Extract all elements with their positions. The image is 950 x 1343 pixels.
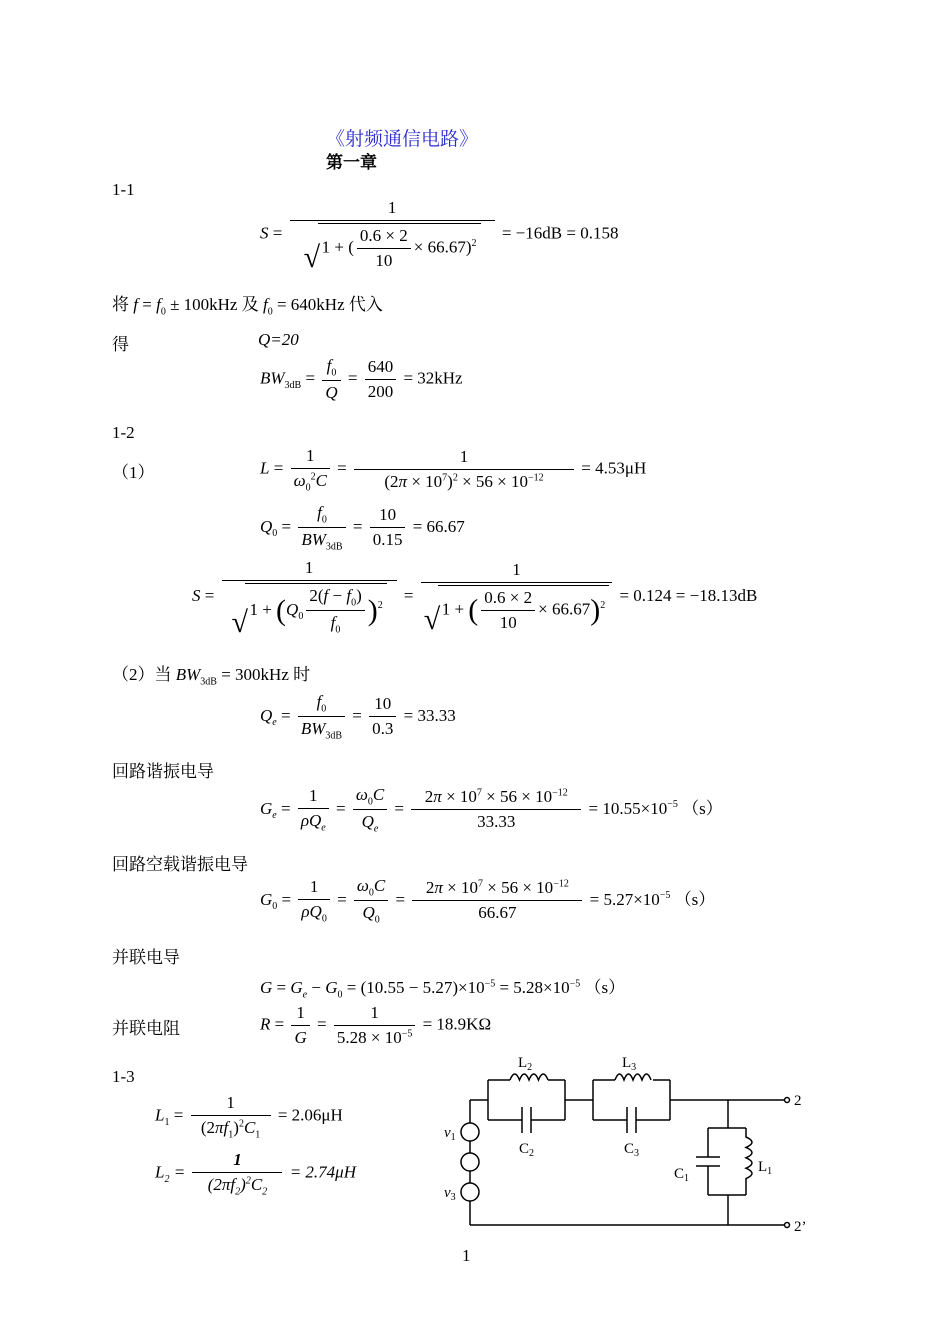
source-v1 [461, 1123, 479, 1141]
parallel-conductance-label: 并联电导 [112, 948, 180, 967]
G0-result: = 5.27×10 [589, 889, 660, 909]
sub-suffix: 代入 [348, 295, 383, 314]
label-v3: $v_3$ [444, 1185, 456, 1203]
substitution-line: 将 $f = f_0 \pm 100kHz$ 及 $f_0 = 640kHz$ 代入 [112, 295, 383, 318]
get-label: 得 [112, 335, 129, 354]
unit-s-3: （s） [584, 978, 626, 997]
section-1-1: 1-1 [112, 180, 135, 199]
part-2-line: （2）当 $BW_{3dB} = 300kHz$ 时 [112, 665, 311, 688]
label-port-2: 2 [794, 1093, 802, 1109]
label-L3: $L_3$ [622, 1055, 637, 1073]
page-number: 1 [462, 1246, 471, 1265]
inductor-L1 [746, 1128, 752, 1195]
Qe-result: = 33.33 [403, 705, 456, 725]
unit-s-2: （s） [674, 889, 716, 909]
L2-result: = 2.74μH [289, 1162, 356, 1182]
label-C3: $C_3$ [624, 1141, 640, 1159]
source-v3 [461, 1183, 479, 1201]
tank-2-sides [488, 1080, 565, 1120]
source-v2 [461, 1153, 479, 1171]
equation-R: R = $\frac{1}{G}$ = $\frac{1}{5.28 \times 10^{-5}}$ = 18.9KΩ [260, 1003, 492, 1047]
q-equation: Q=20 [258, 330, 299, 349]
inductor-L2 [510, 1074, 548, 1080]
equation-Qe: $Q_e$ = $\frac{f_0}{BW_{3dB}}$ = $\frac{10}{0.3}$ = 33.33 [260, 692, 456, 742]
part-2-prefix: （2）当 [112, 665, 172, 684]
equation-L: L = $\frac{1}{\omega_0^2C}$ = $\frac{1}{(2\pi \times 10^7)^2 \times 56 \times 10^{-12}}$ = 4.53μH [260, 446, 647, 494]
label-v1: $v_1$ [444, 1125, 456, 1143]
equation-Q0: $Q_0$ = $\frac{f_0}{BW_{3dB}}$ = $\frac{10}{0.15}$ = 66.67 [260, 503, 465, 553]
L-result: = 4.53μH [581, 458, 647, 478]
Ge-result: = 10.55×10 [588, 798, 668, 818]
sub-prefix: 将 [112, 295, 129, 314]
R-result: = 18.9KΩ [422, 1014, 492, 1034]
L1-result: = 2.06μH [277, 1105, 343, 1125]
capacitor-C2 [522, 1107, 531, 1133]
label-L1: $L_1$ [758, 1159, 773, 1177]
equation-Ge: $G_e$ = $\frac{1}{\rho Q_e}$ = $\frac{\omega_0C}{Q_e}$ = $\frac{2\pi \times 10^7 \times 56 \times 10^{-12}}{33.33}$ = $10.55\times 10^{-5}$ （s） [260, 785, 723, 835]
chapter-heading: 第一章 [326, 153, 377, 172]
sub-mid: 及 [241, 295, 259, 314]
section-1-3: 1-3 [112, 1067, 135, 1086]
terminal-2 [785, 1098, 790, 1103]
G-result: = 5.28×10 [499, 978, 570, 997]
part-2-suffix: 时 [293, 665, 311, 684]
filter-circuit-diagram [430, 1045, 830, 1245]
parallel-resistance-label: 并联电阻 [112, 1019, 180, 1038]
inductor-L3 [615, 1074, 651, 1080]
tank-3-sides [593, 1080, 670, 1120]
label-port-2p: 2’ [794, 1219, 807, 1235]
Q0-result: = 66.67 [412, 516, 465, 536]
label-C2: $C_2$ [519, 1141, 535, 1159]
equation-L1: $L_1$ = $\frac{1}{(2\pi f_1)^2C_1}$ = 2.06μH [155, 1093, 343, 1141]
shunt-tank-rails [708, 1128, 746, 1195]
equation-G: $G = G_e - G_0 = (10.55 - 5.27)\times 10^{-5} = 5.28\times 10^{-5}$ （s） [260, 978, 626, 1001]
unit-s-1: （s） [682, 798, 723, 818]
bw-result: = 32kHz [403, 368, 463, 388]
s11-result: = −16dB = 0.158 [501, 223, 619, 243]
loop-resonant-conductance-label: 回路谐振电导 [112, 762, 214, 781]
section-1-2: 1-2 [112, 423, 135, 442]
S2-result: = 0.124 = −18.13dB [619, 585, 758, 605]
equation-bw: $BW_{3dB}$ = $\frac{f_0}{Q}$ = $\frac{640}{200}$ = 32kHz [260, 356, 463, 403]
label-C1: $C_1$ [674, 1166, 690, 1184]
capacitor-C1 [696, 1157, 720, 1166]
equation-s-1-2: S = 1 √ $1 + (Q_0$ $\frac{2(f - f_0)}{f_0}$ )$^2$ = 1 √ 1 + ( $\frac{0.6 \times 2}{10}$ × 66.67)$^2$ = 0.124 = −18.13dB [192, 558, 758, 639]
equation-s-1-1: S = 1 √ 1 + ( $\frac{0.6 \times 2}{10}$ × 66.67)$^2$ = −16dB = 0.158 [260, 198, 619, 274]
document-title: 《射频通信电路》 [326, 129, 479, 150]
part-1-label: （1） [112, 463, 155, 482]
equation-G0: $G_0$ = $\frac{1}{\rho Q_0}$ = $\frac{\omega_0C}{Q_0}$ = $\frac{2\pi \times 10^7 \times 56 \times 10^{-12}}{66.67}$ = $5.27\times 10^{-5}$ （s） [260, 876, 716, 926]
terminal-2p [785, 1223, 790, 1228]
equation-L2: $L_2$ = $\frac{1}{(2\pi f_2)^2C_2}$ = 2.74μH [155, 1150, 356, 1198]
loop-noload-conductance-label: 回路空载谐振电导 [112, 855, 248, 874]
G-expr: = (10.55 − 5.27)×10 [346, 978, 485, 997]
capacitor-C3 [627, 1107, 636, 1133]
label-L2: $L_2$ [518, 1055, 533, 1073]
